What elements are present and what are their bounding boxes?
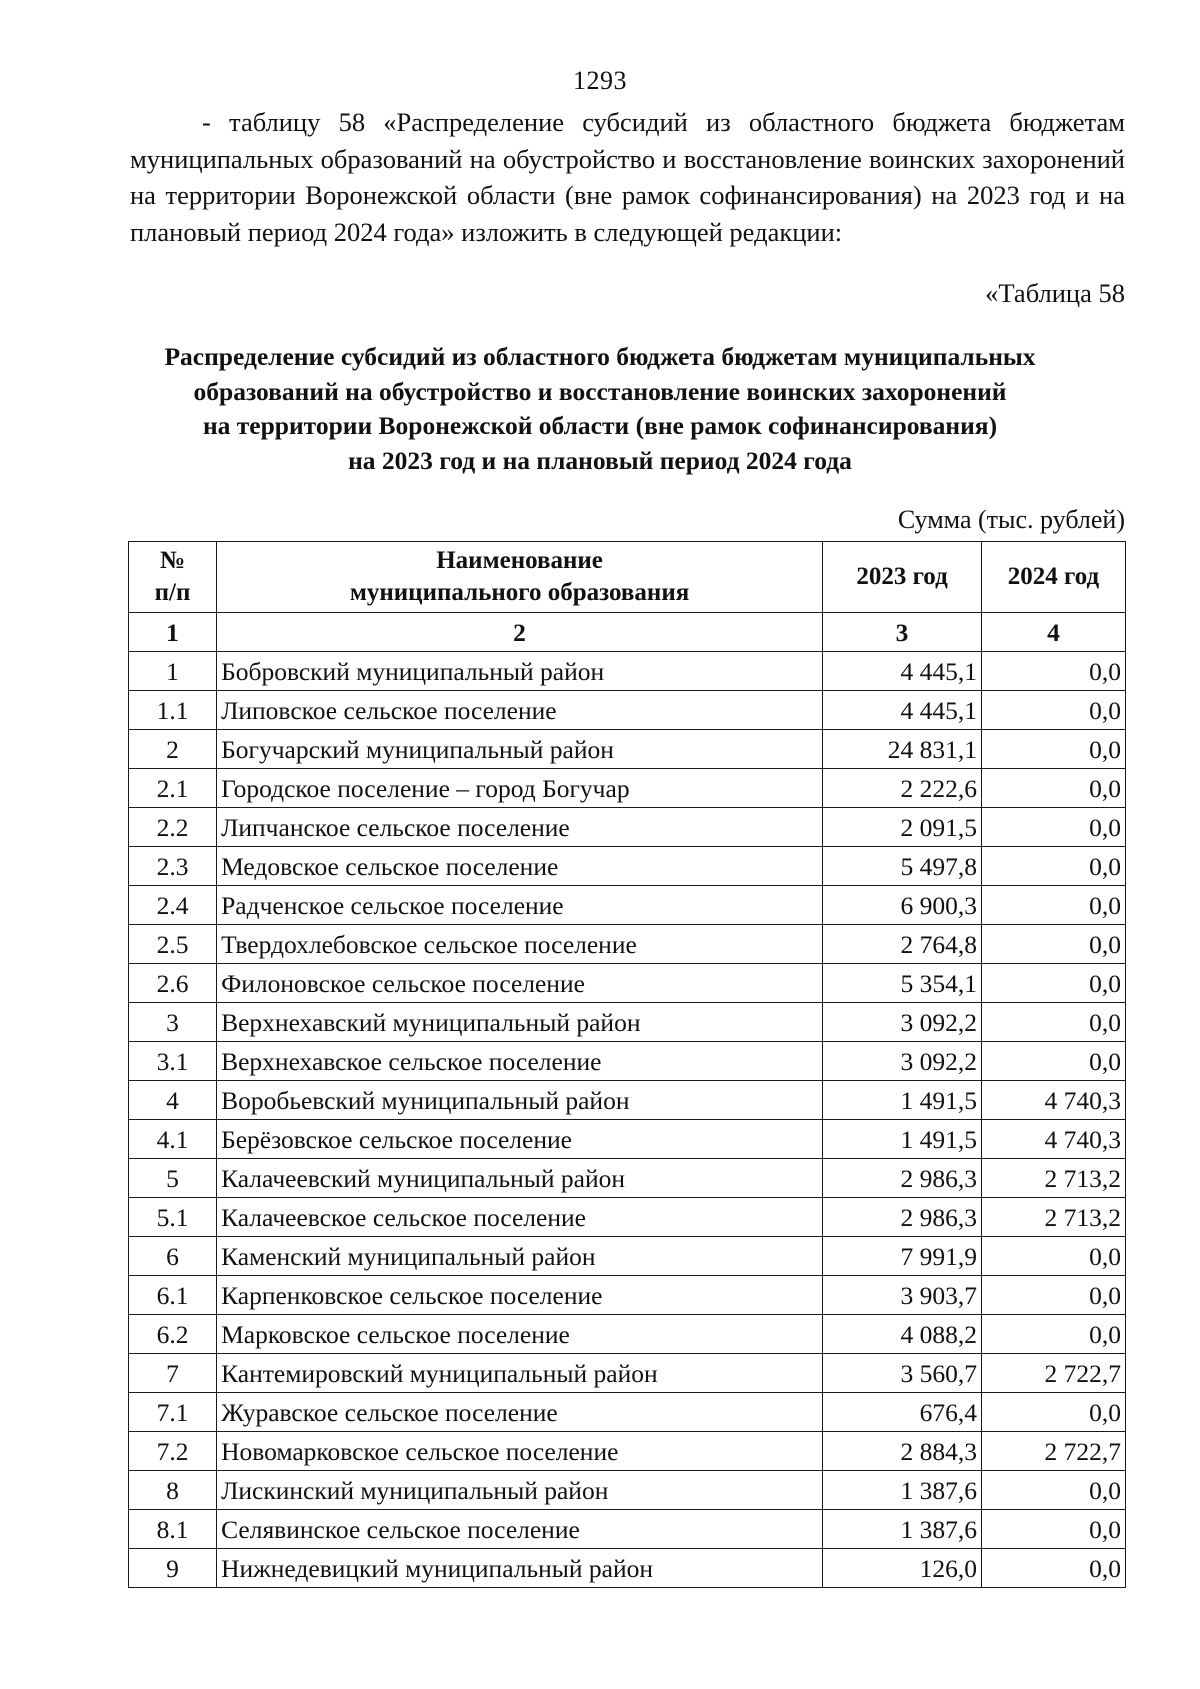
row-number: 5 (129, 1159, 217, 1198)
row-2024-amount: 0,0 (982, 1237, 1126, 1276)
column-number: 4 (982, 613, 1126, 652)
intro-paragraph (130, 104, 1125, 250)
row-2024-amount: 0,0 (982, 886, 1126, 925)
row-number: 2.2 (129, 808, 217, 847)
row-2023-amount: 2 764,8 (823, 925, 982, 964)
row-number: 3.1 (129, 1042, 217, 1081)
row-2023-amount: 5 497,8 (823, 847, 982, 886)
row-number: 1 (129, 652, 217, 691)
table-row (129, 1042, 1126, 1081)
header-number-line-2: п/п (154, 579, 191, 606)
row-number: 4.1 (129, 1120, 217, 1159)
row-2023-amount: 3 560,7 (823, 1354, 982, 1393)
row-2023-amount: 2 222,6 (823, 769, 982, 808)
row-name: Липовское сельское поселение (217, 691, 823, 730)
table-title-line-1: Распределение субсидий из областного бюджета бюджетам муниципальных (164, 342, 1036, 371)
header-number (129, 542, 217, 613)
row-number: 2.6 (129, 964, 217, 1003)
row-2023-amount: 24 831,1 (823, 730, 982, 769)
row-2024-amount: 0,0 (982, 1471, 1126, 1510)
column-number: 2 (217, 613, 823, 652)
table-row (129, 730, 1126, 769)
row-2024-amount: 0,0 (982, 1003, 1126, 1042)
row-2023-amount: 6 900,3 (823, 886, 982, 925)
table-row (129, 1354, 1126, 1393)
row-number: 7.1 (129, 1393, 217, 1432)
table-row (129, 925, 1126, 964)
row-2024-amount: 0,0 (982, 847, 1126, 886)
table-title-line-2: образований на обустройство и восстановление воинских захоронений (193, 376, 1007, 406)
header-name-line-1: Наименование (436, 547, 603, 574)
row-2023-amount: 2 986,3 (823, 1198, 982, 1237)
table-row (129, 1237, 1126, 1276)
table-row (129, 1549, 1126, 1588)
table-row (129, 1276, 1126, 1315)
row-2024-amount: 0,0 (982, 1042, 1126, 1081)
row-number: 2 (129, 730, 217, 769)
row-2024-amount: 0,0 (982, 691, 1126, 730)
row-name: Твердохлебовское сельское поселение (217, 925, 823, 964)
row-name: Липчанское сельское поселение (217, 808, 823, 847)
header-2023: 2023 год (823, 542, 982, 613)
row-number: 6 (129, 1237, 217, 1276)
row-2023-amount: 3 903,7 (823, 1276, 982, 1315)
row-name: Калачеевский муниципальный район (217, 1159, 823, 1198)
column-number-row (129, 613, 1126, 652)
table-row (129, 769, 1126, 808)
row-2024-amount: 0,0 (982, 769, 1126, 808)
page-number: 1293 (573, 66, 627, 95)
row-name: Нижнедевицкий муниципальный район (217, 1549, 823, 1588)
row-2024-amount: 0,0 (982, 1393, 1126, 1432)
row-number: 2.3 (129, 847, 217, 886)
row-number: 6.1 (129, 1276, 217, 1315)
row-name: Городское поселение – город Богучар (217, 769, 823, 808)
table-row (129, 1159, 1126, 1198)
row-2023-amount: 676,4 (823, 1393, 982, 1432)
row-2024-amount: 2 713,2 (982, 1159, 1126, 1198)
table-row (129, 1393, 1126, 1432)
row-number: 7 (129, 1354, 217, 1393)
row-2024-amount: 0,0 (982, 1549, 1126, 1588)
table-row (129, 808, 1126, 847)
row-number: 2.4 (129, 886, 217, 925)
row-2023-amount: 2 091,5 (823, 808, 982, 847)
table-row (129, 1432, 1126, 1471)
column-number: 1 (129, 613, 217, 652)
row-number: 9 (129, 1549, 217, 1588)
table-row (129, 1315, 1126, 1354)
row-2023-amount: 7 991,9 (823, 1237, 982, 1276)
row-2023-amount: 126,0 (823, 1549, 982, 1588)
row-2023-amount: 4 445,1 (823, 652, 982, 691)
table-title-line-3: на территории Воронежской области (вне рамок софинансирования) (202, 411, 998, 440)
row-2023-amount: 1 491,5 (823, 1120, 982, 1159)
row-name: Богучарский муниципальный район (217, 730, 823, 769)
row-2024-amount: 0,0 (982, 730, 1126, 769)
table-number: «Таблица 58 (985, 278, 1125, 308)
row-2024-amount: 0,0 (982, 1315, 1126, 1354)
header-name (217, 542, 823, 613)
row-2023-amount: 4 088,2 (823, 1315, 982, 1354)
row-number: 1.1 (129, 691, 217, 730)
row-name: Верхнехавский муниципальный район (217, 1003, 823, 1042)
table-row (129, 964, 1126, 1003)
row-2024-amount: 0,0 (982, 1510, 1126, 1549)
row-2023-amount: 4 445,1 (823, 691, 982, 730)
row-2023-amount: 1 387,6 (823, 1471, 982, 1510)
table-row (129, 652, 1126, 691)
row-2023-amount: 2 986,3 (823, 1159, 982, 1198)
row-name: Калачеевское сельское поселение (217, 1198, 823, 1237)
row-2023-amount: 3 092,2 (823, 1003, 982, 1042)
row-2024-amount: 2 713,2 (982, 1198, 1126, 1237)
row-2023-amount: 2 884,3 (823, 1432, 982, 1471)
table-row (129, 1003, 1126, 1042)
row-name: Филоновское сельское поселение (217, 964, 823, 1003)
row-2023-amount: 1 491,5 (823, 1081, 982, 1120)
row-number: 8.1 (129, 1510, 217, 1549)
row-name: Берёзовское сельское поселение (217, 1120, 823, 1159)
table-row (129, 847, 1126, 886)
units-label: Сумма (тыс. рублей) (897, 505, 1125, 534)
row-name: Воробьевский муниципальный район (217, 1081, 823, 1120)
row-2024-amount: 2 722,7 (982, 1432, 1126, 1471)
row-number: 4 (129, 1081, 217, 1120)
row-name: Марковское сельское поселение (217, 1315, 823, 1354)
row-2024-amount: 0,0 (982, 808, 1126, 847)
table-row (129, 886, 1126, 925)
row-name: Лискинский муниципальный район (217, 1471, 823, 1510)
row-number: 3 (129, 1003, 217, 1042)
header-2024: 2024 год (982, 542, 1126, 613)
row-number: 6.2 (129, 1315, 217, 1354)
row-name: Журавское сельское поселение (217, 1393, 823, 1432)
row-number: 5.1 (129, 1198, 217, 1237)
table-row (129, 1510, 1126, 1549)
intro-text: - таблицу 58 «Распределение субсидий из областного бюджета бюджетам муниципальных образований на обустройство и восстановление воинских захоронений на территории Воронежской области (вне рамок софинансирования) на 2023 год и на плановый период 2024 года» изложить в следующей редакции: (130, 107, 1125, 247)
row-name: Кантемировский муниципальный район (217, 1354, 823, 1393)
row-name: Карпенковское сельское поселение (217, 1276, 823, 1315)
row-2023-amount: 1 387,6 (823, 1510, 982, 1549)
header-row (129, 542, 1126, 613)
row-name: Медовское сельское поселение (217, 847, 823, 886)
table-row (129, 1120, 1126, 1159)
row-name: Радченское сельское поселение (217, 886, 823, 925)
table-row (129, 1198, 1126, 1237)
row-name: Бобровский муниципальный район (217, 652, 823, 691)
row-2024-amount: 0,0 (982, 652, 1126, 691)
row-2024-amount: 4 740,3 (982, 1120, 1126, 1159)
table-row (129, 1081, 1126, 1120)
header-number-line-1: № (159, 547, 186, 574)
row-name: Верхнехавское сельское поселение (217, 1042, 823, 1081)
row-2023-amount: 3 092,2 (823, 1042, 982, 1081)
header-name-line-2: муниципального образования (349, 579, 690, 606)
table-title-line-4: на 2023 год и на плановый период 2024 года (348, 445, 852, 475)
row-number: 7.2 (129, 1432, 217, 1471)
row-2024-amount: 0,0 (982, 964, 1126, 1003)
row-2024-amount: 4 740,3 (982, 1081, 1126, 1120)
row-2024-amount: 0,0 (982, 1276, 1126, 1315)
subsidy-table (128, 541, 1126, 1588)
row-name: Селявинское сельское поселение (217, 1510, 823, 1549)
row-number: 8 (129, 1471, 217, 1510)
row-name: Каменский муниципальный район (217, 1237, 823, 1276)
row-number: 2.1 (129, 769, 217, 808)
row-number: 2.5 (129, 925, 217, 964)
row-2023-amount: 5 354,1 (823, 964, 982, 1003)
table-title (90, 340, 1110, 478)
table-row (129, 691, 1126, 730)
column-number: 3 (823, 613, 982, 652)
row-2024-amount: 0,0 (982, 925, 1126, 964)
row-name: Новомарковское сельское поселение (217, 1432, 823, 1471)
table-row (129, 1471, 1126, 1510)
row-2024-amount: 2 722,7 (982, 1354, 1126, 1393)
table-body (129, 652, 1126, 1588)
